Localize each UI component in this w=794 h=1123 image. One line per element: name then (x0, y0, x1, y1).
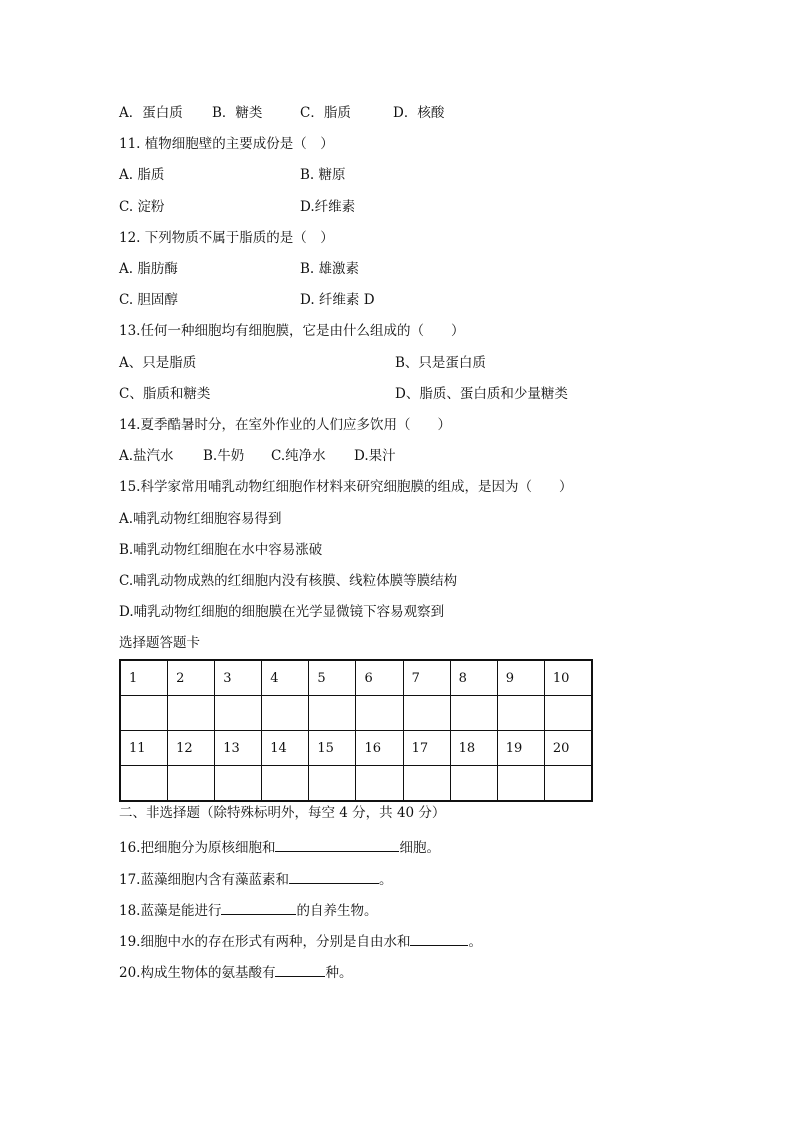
q18 (119, 900, 377, 920)
q11-option-c: C. 淀粉 (119, 199, 165, 215)
q11-stem: 11. 植物细胞壁的主要成份是（ ） (119, 136, 334, 152)
answer-cell[interactable] (403, 766, 450, 802)
q20-pre: 20.构成生物体的氨基酸有 (119, 965, 276, 981)
q19-blank[interactable] (410, 931, 468, 946)
q13-stem: 13.任何一种细胞均有细胞膜，它是由什么组成的（ ） (119, 323, 465, 339)
card-number: 19 (497, 731, 544, 766)
section-2-title: 二、非选择题（除特殊标明外，每空 4 分，共 40 分） (119, 805, 446, 821)
q14-option-a: A.盐汽水 (119, 448, 174, 464)
card-number: 14 (262, 731, 309, 766)
card-number: 9 (497, 660, 544, 696)
card-number: 20 (544, 731, 592, 766)
q14-stem: 14.夏季酷暑时分，在室外作业的人们应多饮用（ ） (119, 417, 451, 433)
answer-cell[interactable] (262, 696, 309, 731)
card-number: 6 (356, 660, 403, 696)
q11-option-b: B. 糖原 (300, 167, 346, 183)
q14-option-b: B.牛奶 (203, 448, 245, 464)
answer-cell[interactable] (356, 696, 403, 731)
q10-option-d: D．核酸 (393, 105, 445, 121)
q13-option-c: C、脂质和糖类 (119, 386, 211, 402)
q14-option-c: C.纯净水 (271, 448, 326, 464)
q19-pre: 19.细胞中水的存在形式有两种，分别是自由水和 (119, 934, 411, 950)
card-number: 17 (403, 731, 450, 766)
q15-stem: 15.科学家常用哺乳动物红细胞作材料来研究细胞膜的组成，是因为（ ） (119, 479, 573, 495)
q13-option-d: D、脂质、蛋白质和少量糖类 (395, 386, 568, 402)
q17 (119, 869, 392, 889)
q12-option-c: C. 胆固醇 (119, 292, 178, 308)
q20-post: 种。 (325, 965, 353, 981)
answer-cell[interactable] (168, 766, 215, 802)
answer-cell[interactable] (215, 766, 262, 802)
answer-cell[interactable] (403, 696, 450, 731)
q10-option-b: B．糖类 (212, 105, 263, 121)
answer-cell[interactable] (309, 766, 356, 802)
q11-option-d: D.纤维素 (300, 199, 356, 215)
answer-cell[interactable] (262, 766, 309, 802)
card-number: 18 (450, 731, 497, 766)
answer-cell[interactable] (215, 696, 262, 731)
q13-option-a: A、只是脂质 (119, 355, 197, 371)
q20 (119, 962, 352, 982)
q10-option-a: A．蛋白质 (119, 105, 183, 121)
q16-pre: 16.把细胞分为原核细胞和 (119, 840, 276, 856)
q17-post: 。 (378, 872, 393, 888)
card-number: 1 (120, 660, 168, 696)
q20-blank[interactable] (275, 962, 325, 977)
q12-option-a: A. 脂肪酶 (119, 261, 178, 277)
answer-cell[interactable] (168, 696, 215, 731)
q19-post: 。 (468, 934, 482, 950)
card-number: 5 (309, 660, 356, 696)
answer-cell[interactable] (544, 696, 592, 731)
answer-card-table (119, 659, 593, 802)
answer-card-answer-row-1 (120, 696, 592, 731)
q19 (119, 931, 482, 951)
answer-cell[interactable] (450, 766, 497, 802)
answer-cell[interactable] (356, 766, 403, 802)
q18-post: 的自养生物。 (296, 903, 378, 919)
q15-option-c: C.哺乳动物成熟的红细胞内没有核膜、线粒体膜等膜结构 (119, 573, 458, 589)
q13-option-b: B、只是蛋白质 (395, 355, 486, 371)
q12-option-b: B. 雄激素 (300, 261, 360, 277)
answer-card-answer-row-2 (120, 766, 592, 802)
q17-blank[interactable] (289, 869, 379, 884)
q12-option-d: D. 纤维素 D (300, 292, 375, 308)
q10-option-c: C．脂质 (300, 105, 351, 121)
q15-option-b: B.哺乳动物红细胞在水中容易涨破 (119, 542, 323, 558)
q16-post: 细胞。 (399, 840, 440, 856)
answer-cell[interactable] (120, 766, 168, 802)
answer-cell[interactable] (309, 696, 356, 731)
q15-option-d: D.哺乳动物红细胞的细胞膜在光学显微镜下容易观察到 (119, 604, 445, 620)
card-number: 16 (356, 731, 403, 766)
card-number: 10 (544, 660, 592, 696)
answer-cell[interactable] (544, 766, 592, 802)
q12-stem: 12. 下列物质不属于脂质的是（ ） (119, 230, 334, 246)
q14-option-d: D.果汁 (354, 448, 396, 464)
card-number: 8 (450, 660, 497, 696)
answer-cell[interactable] (120, 696, 168, 731)
q18-blank[interactable] (221, 900, 296, 915)
answer-cell[interactable] (450, 696, 497, 731)
card-number: 7 (403, 660, 450, 696)
q16-blank[interactable] (275, 837, 399, 852)
q18-pre: 18.蓝藻是能进行 (119, 903, 222, 919)
card-number: 12 (168, 731, 215, 766)
card-number: 3 (215, 660, 262, 696)
answer-cell[interactable] (497, 696, 544, 731)
q16 (119, 837, 440, 857)
card-number: 13 (215, 731, 262, 766)
answer-card-header-row-1 (120, 660, 592, 696)
card-number: 4 (262, 660, 309, 696)
card-number: 2 (168, 660, 215, 696)
answer-card-title: 选择题答题卡 (119, 635, 200, 651)
card-number: 11 (120, 731, 168, 766)
q17-pre: 17.蓝藻细胞内含有藻蓝素和 (119, 872, 289, 888)
card-number: 15 (309, 731, 356, 766)
answer-cell[interactable] (497, 766, 544, 802)
q11-option-a: A. 脂质 (119, 167, 165, 183)
answer-card-header-row-2 (120, 731, 592, 766)
q15-option-a: A.哺乳动物红细胞容易得到 (119, 511, 282, 527)
